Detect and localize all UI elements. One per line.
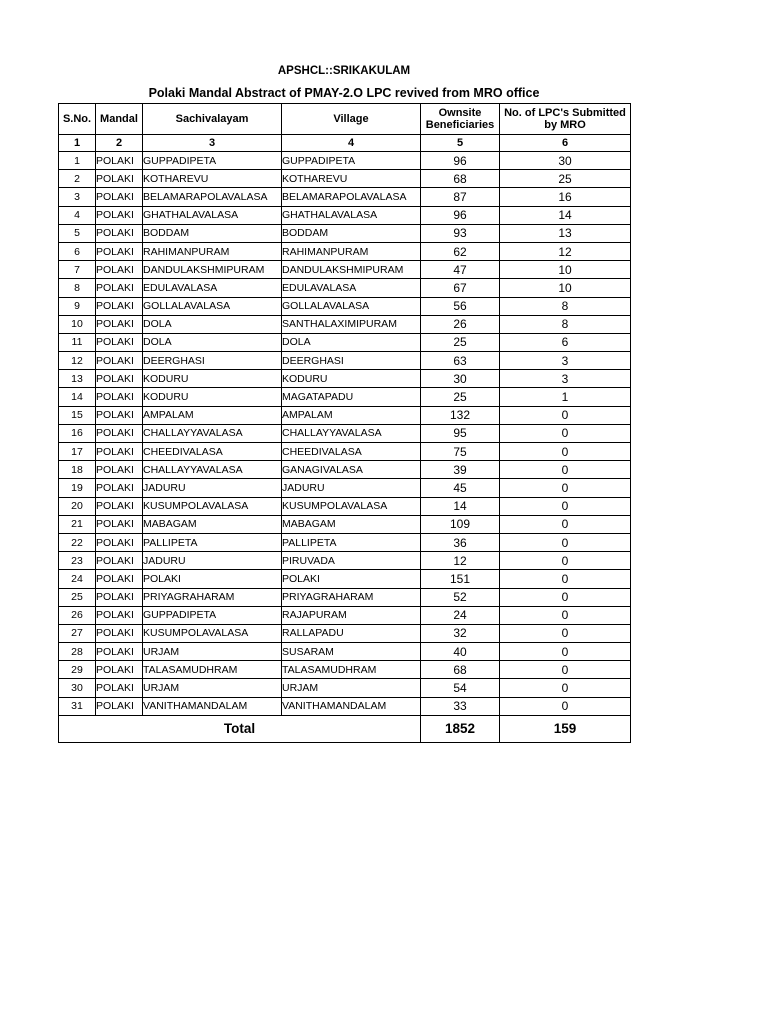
cell-mandal: POLAKI [96,188,143,206]
column-number-row [59,135,631,152]
cell-lpcs-submitted: 12 [500,242,631,260]
cell-mandal: POLAKI [96,624,143,642]
cell-ownsite-beneficiaries: 40 [421,643,500,661]
cell-mandal: POLAKI [96,643,143,661]
cell-sno: 13 [59,370,96,388]
cell-ownsite-beneficiaries: 132 [421,406,500,424]
cell-lpcs-submitted: 14 [500,206,631,224]
cell-ownsite-beneficiaries: 96 [421,152,500,170]
total-label: Total [59,715,421,742]
table-row [59,515,631,533]
table-row [59,370,631,388]
cell-lpcs-submitted: 10 [500,261,631,279]
cell-lpcs-submitted: 0 [500,424,631,442]
cell-sno: 5 [59,224,96,242]
cell-ownsite-beneficiaries: 24 [421,606,500,624]
cell-sno: 7 [59,261,96,279]
cell-mandal: POLAKI [96,279,143,297]
cell-lpcs-submitted: 8 [500,315,631,333]
cell-sachivalayam: PALLIPETA [143,533,282,551]
cell-sno: 22 [59,533,96,551]
cell-lpcs-submitted: 25 [500,170,631,188]
cell-village: DEERGHASI [282,352,421,370]
table-row [59,497,631,515]
cell-sno: 14 [59,388,96,406]
cell-sachivalayam: VANITHAMANDALAM [143,697,282,715]
cell-sno: 15 [59,406,96,424]
cell-lpcs-submitted: 8 [500,297,631,315]
cell-village: AMPALAM [282,406,421,424]
cell-sachivalayam: URJAM [143,679,282,697]
table-row [59,315,631,333]
cell-lpcs-submitted: 0 [500,533,631,551]
cell-sachivalayam: AMPALAM [143,406,282,424]
cell-sachivalayam: GUPPADIPETA [143,152,282,170]
header-sno: S.No. [59,104,96,135]
cell-mandal: POLAKI [96,242,143,260]
org-title: APSHCL::SRIKAKULAM [277,65,411,77]
cell-mandal: POLAKI [96,461,143,479]
cell-sno: 20 [59,497,96,515]
cell-lpcs-submitted: 3 [500,352,631,370]
table-row [59,224,631,242]
cell-village: KOTHAREVU [282,170,421,188]
cell-sno: 24 [59,570,96,588]
cell-lpcs-submitted: 30 [500,152,631,170]
cell-ownsite-beneficiaries: 63 [421,352,500,370]
cell-ownsite-beneficiaries: 33 [421,697,500,715]
cell-sachivalayam: BELAMARAPOLAVALASA [143,188,282,206]
table-row [59,333,631,351]
cell-mandal: POLAKI [96,588,143,606]
table-row [59,679,631,697]
cell-village: CHEEDIVALASA [282,443,421,461]
cell-mandal: POLAKI [96,370,143,388]
cell-sno: 17 [59,443,96,461]
table-row [59,552,631,570]
column-number: 3 [143,135,282,152]
cell-mandal: POLAKI [96,297,143,315]
table-row [59,206,631,224]
cell-village: DOLA [282,333,421,351]
cell-sno: 12 [59,352,96,370]
cell-mandal: POLAKI [96,170,143,188]
cell-sno: 6 [59,242,96,260]
cell-sachivalayam: GHATHALAVALASA [143,206,282,224]
table-row [59,242,631,260]
column-number: 6 [500,135,631,152]
cell-sno: 31 [59,697,96,715]
cell-sno: 26 [59,606,96,624]
cell-lpcs-submitted: 6 [500,333,631,351]
cell-mandal: POLAKI [96,443,143,461]
cell-ownsite-beneficiaries: 62 [421,242,500,260]
cell-village: PRIYAGRAHARAM [282,588,421,606]
cell-sachivalayam: POLAKI [143,570,282,588]
cell-lpcs-submitted: 3 [500,370,631,388]
cell-village: SANTHALAXIMIPURAM [282,315,421,333]
table-row [59,152,631,170]
cell-village: KUSUMPOLAVALASA [282,497,421,515]
cell-ownsite-beneficiaries: 14 [421,497,500,515]
cell-lpcs-submitted: 1 [500,388,631,406]
cell-sachivalayam: PRIYAGRAHARAM [143,588,282,606]
cell-village: CHALLAYYAVALASA [282,424,421,442]
cell-village: RAHIMANPURAM [282,242,421,260]
cell-lpcs-submitted: 10 [500,279,631,297]
table-row [59,624,631,642]
table-body [59,135,631,716]
table-row [59,424,631,442]
cell-ownsite-beneficiaries: 25 [421,333,500,351]
cell-sachivalayam: BODDAM [143,224,282,242]
cell-ownsite-beneficiaries: 96 [421,206,500,224]
table-row [59,279,631,297]
cell-ownsite-beneficiaries: 95 [421,424,500,442]
cell-village: PIRUVADA [282,552,421,570]
cell-sachivalayam: JADURU [143,479,282,497]
cell-mandal: POLAKI [96,352,143,370]
table-row [59,388,631,406]
table-row [59,606,631,624]
cell-lpcs-submitted: 0 [500,679,631,697]
cell-ownsite-beneficiaries: 75 [421,443,500,461]
cell-ownsite-beneficiaries: 12 [421,552,500,570]
table-row [59,261,631,279]
cell-sachivalayam: TALASAMUDHRAM [143,661,282,679]
cell-sno: 1 [59,152,96,170]
cell-mandal: POLAKI [96,333,143,351]
cell-village: BELAMARAPOLAVALASA [282,188,421,206]
cell-ownsite-beneficiaries: 26 [421,315,500,333]
cell-ownsite-beneficiaries: 36 [421,533,500,551]
cell-ownsite-beneficiaries: 39 [421,461,500,479]
column-number: 4 [282,135,421,152]
column-number: 5 [421,135,500,152]
cell-sachivalayam: CHEEDIVALASA [143,443,282,461]
cell-ownsite-beneficiaries: 93 [421,224,500,242]
cell-village: JADURU [282,479,421,497]
cell-village: BODDAM [282,224,421,242]
total-row [59,715,631,742]
table-row [59,352,631,370]
table-row [59,643,631,661]
cell-mandal: POLAKI [96,479,143,497]
cell-ownsite-beneficiaries: 109 [421,515,500,533]
cell-village: PALLIPETA [282,533,421,551]
cell-mandal: POLAKI [96,697,143,715]
table-row [59,479,631,497]
cell-sachivalayam: EDULAVALASA [143,279,282,297]
cell-lpcs-submitted: 0 [500,570,631,588]
cell-ownsite-beneficiaries: 32 [421,624,500,642]
cell-sachivalayam: MABAGAM [143,515,282,533]
cell-village: MABAGAM [282,515,421,533]
cell-lpcs-submitted: 0 [500,479,631,497]
cell-sno: 8 [59,279,96,297]
table-row [59,661,631,679]
cell-sachivalayam: DANDULAKSHMIPURAM [143,261,282,279]
cell-lpcs-submitted: 0 [500,443,631,461]
table-row [59,697,631,715]
cell-sno: 3 [59,188,96,206]
table-row [59,533,631,551]
column-number: 2 [96,135,143,152]
cell-ownsite-beneficiaries: 68 [421,170,500,188]
cell-sno: 28 [59,643,96,661]
cell-sno: 27 [59,624,96,642]
cell-sachivalayam: URJAM [143,643,282,661]
cell-village: GUPPADIPETA [282,152,421,170]
cell-ownsite-beneficiaries: 52 [421,588,500,606]
cell-sno: 23 [59,552,96,570]
cell-mandal: POLAKI [96,606,143,624]
cell-sno: 19 [59,479,96,497]
table-row [59,406,631,424]
cell-mandal: POLAKI [96,224,143,242]
cell-mandal: POLAKI [96,661,143,679]
cell-ownsite-beneficiaries: 68 [421,661,500,679]
cell-sno: 2 [59,170,96,188]
abstract-table [58,103,631,743]
cell-lpcs-submitted: 0 [500,497,631,515]
cell-sachivalayam: CHALLAYYAVALASA [143,424,282,442]
cell-sachivalayam: GUPPADIPETA [143,606,282,624]
cell-ownsite-beneficiaries: 25 [421,388,500,406]
header-ownsite-beneficiaries: Ownsite Beneficiaries [421,104,500,135]
cell-sachivalayam: KUSUMPOLAVALASA [143,624,282,642]
cell-village: TALASAMUDHRAM [282,661,421,679]
cell-sno: 25 [59,588,96,606]
header-row [59,104,631,135]
total-ownsite-beneficiaries: 1852 [421,715,500,742]
cell-sachivalayam: DOLA [143,333,282,351]
header-village: Village [282,104,421,135]
cell-mandal: POLAKI [96,152,143,170]
cell-sno: 10 [59,315,96,333]
header-sachivalayam: Sachivalayam [143,104,282,135]
cell-ownsite-beneficiaries: 30 [421,370,500,388]
cell-village: DANDULAKSHMIPURAM [282,261,421,279]
cell-sachivalayam: DOLA [143,315,282,333]
cell-lpcs-submitted: 0 [500,461,631,479]
report-title: Polaki Mandal Abstract of PMAY-2.O LPC revived from MRO office [148,86,540,100]
cell-lpcs-submitted: 0 [500,515,631,533]
cell-sachivalayam: KOTHAREVU [143,170,282,188]
table-row [59,443,631,461]
cell-sno: 30 [59,679,96,697]
cell-sno: 21 [59,515,96,533]
cell-ownsite-beneficiaries: 151 [421,570,500,588]
cell-sno: 18 [59,461,96,479]
cell-village: VANITHAMANDALAM [282,697,421,715]
cell-sno: 11 [59,333,96,351]
cell-sachivalayam: CHALLAYYAVALASA [143,461,282,479]
column-number: 1 [59,135,96,152]
cell-village: SUSARAM [282,643,421,661]
table-row [59,170,631,188]
cell-village: POLAKI [282,570,421,588]
cell-village: RALLAPADU [282,624,421,642]
cell-mandal: POLAKI [96,533,143,551]
cell-sno: 29 [59,661,96,679]
cell-lpcs-submitted: 0 [500,643,631,661]
cell-mandal: POLAKI [96,206,143,224]
table-row [59,461,631,479]
cell-ownsite-beneficiaries: 67 [421,279,500,297]
cell-lpcs-submitted: 0 [500,661,631,679]
cell-village: GANAGIVALASA [282,461,421,479]
cell-ownsite-beneficiaries: 47 [421,261,500,279]
cell-lpcs-submitted: 13 [500,224,631,242]
cell-sno: 4 [59,206,96,224]
header-mandal: Mandal [96,104,143,135]
cell-mandal: POLAKI [96,315,143,333]
cell-mandal: POLAKI [96,570,143,588]
table-row [59,588,631,606]
table-row [59,188,631,206]
cell-sno: 16 [59,424,96,442]
cell-village: KODURU [282,370,421,388]
cell-mandal: POLAKI [96,515,143,533]
cell-mandal: POLAKI [96,552,143,570]
cell-lpcs-submitted: 16 [500,188,631,206]
cell-mandal: POLAKI [96,388,143,406]
total-lpcs-submitted: 159 [500,715,631,742]
cell-lpcs-submitted: 0 [500,606,631,624]
cell-mandal: POLAKI [96,679,143,697]
cell-mandal: POLAKI [96,424,143,442]
cell-village: MAGATAPADU [282,388,421,406]
cell-ownsite-beneficiaries: 87 [421,188,500,206]
cell-village: RAJAPURAM [282,606,421,624]
cell-ownsite-beneficiaries: 54 [421,679,500,697]
cell-mandal: POLAKI [96,261,143,279]
cell-ownsite-beneficiaries: 45 [421,479,500,497]
cell-village: URJAM [282,679,421,697]
table-row [59,570,631,588]
cell-mandal: POLAKI [96,497,143,515]
cell-village: EDULAVALASA [282,279,421,297]
cell-sachivalayam: DEERGHASI [143,352,282,370]
cell-sachivalayam: GOLLALAVALASA [143,297,282,315]
cell-lpcs-submitted: 0 [500,406,631,424]
cell-sachivalayam: KUSUMPOLAVALASA [143,497,282,515]
cell-lpcs-submitted: 0 [500,624,631,642]
cell-sachivalayam: KODURU [143,388,282,406]
cell-ownsite-beneficiaries: 56 [421,297,500,315]
cell-sachivalayam: RAHIMANPURAM [143,242,282,260]
cell-sachivalayam: KODURU [143,370,282,388]
table-row [59,297,631,315]
cell-sachivalayam: JADURU [143,552,282,570]
header-lpcs-submitted: No. of LPC's Submitted by MRO [500,104,631,135]
cell-mandal: POLAKI [96,406,143,424]
cell-lpcs-submitted: 0 [500,697,631,715]
cell-village: GHATHALAVALASA [282,206,421,224]
cell-sno: 9 [59,297,96,315]
cell-lpcs-submitted: 0 [500,588,631,606]
cell-village: GOLLALAVALASA [282,297,421,315]
cell-lpcs-submitted: 0 [500,552,631,570]
